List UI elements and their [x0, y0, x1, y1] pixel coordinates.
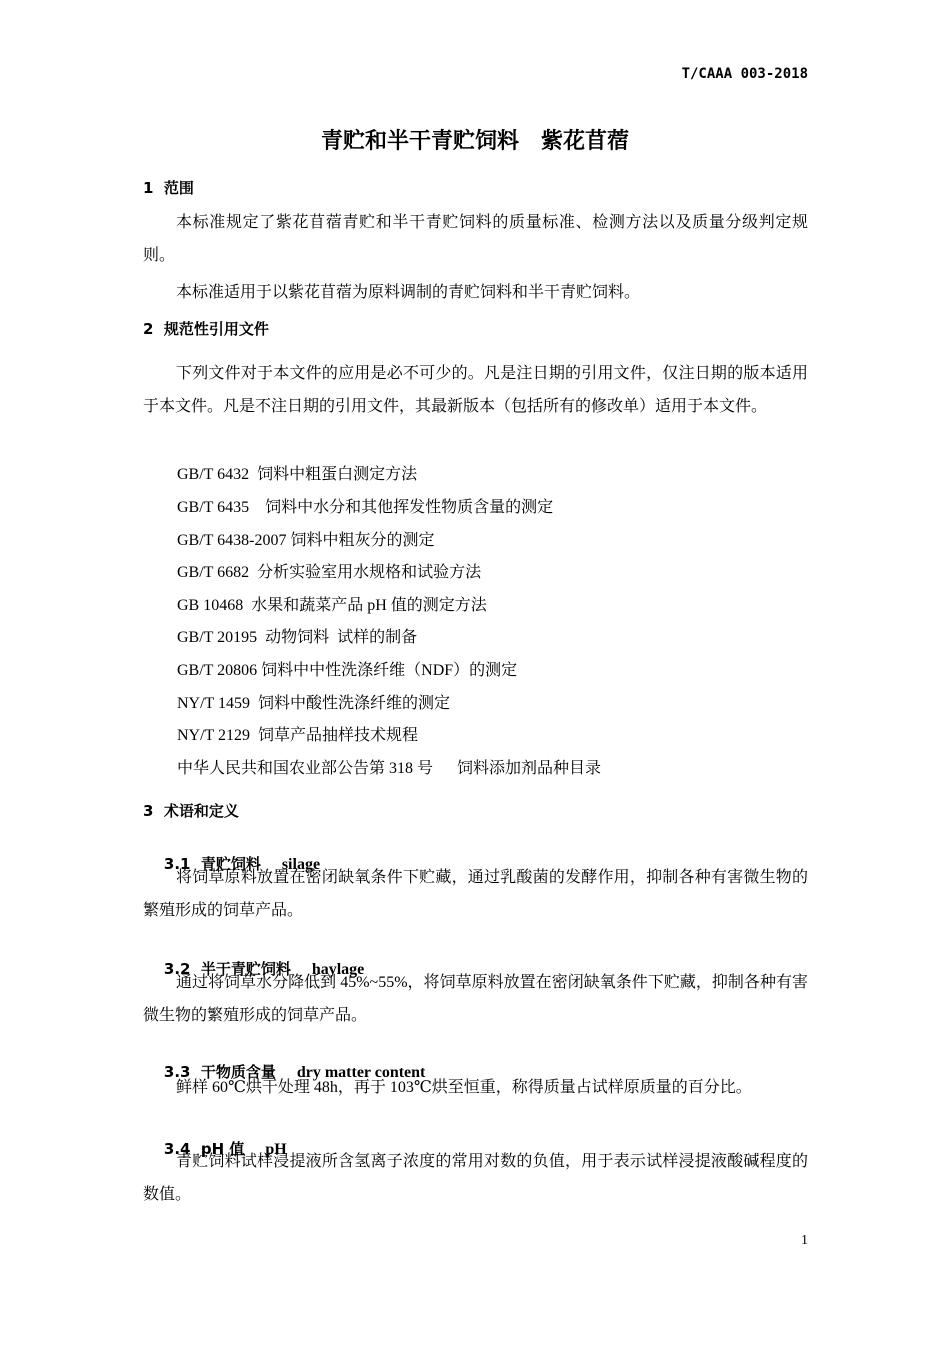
term-chinese: 青贮饲料: [200, 855, 261, 873]
page-number: 1: [801, 1233, 808, 1248]
document-title: 青贮和半干青贮饲料 紫花苜蓿: [320, 129, 629, 154]
reference-item: 中华人民共和国农业部公告第 318 号 饲料添加剂品种目录: [177, 760, 602, 777]
reference-item: GB 10468 水果和蔬菜产品 pH 值的测定方法: [177, 597, 487, 614]
term-english: haylage: [311, 961, 365, 978]
standard-code: T/CAAA 003-2018: [681, 66, 808, 82]
term-english: silage: [281, 856, 321, 873]
section-1-paragraph-1: 本标准规定了紫花苜蓿青贮和半干青贮饲料的质量标准、检测方法以及质量分级判定规则。: [143, 214, 808, 264]
term-chinese: 半干青贮饲料: [200, 960, 291, 978]
term-definition: 鲜样 60℃烘干处理 48h，再于 103℃烘至恒重，称得质量占试样原质量的百分比。: [176, 1079, 752, 1096]
term-number: 3.1: [163, 855, 191, 873]
section-1-paragraph-2: 本标准适用于以紫花苜蓿为原料调制的青贮饲料和半干青贮饲料。: [176, 284, 641, 301]
reference-item: GB/T 20806 饲料中中性洗涤纤维（NDF）的测定: [177, 662, 518, 679]
term-definition: 通过将饲草水分降低到 45%~55%，将饲草原料放置在密闭缺氧条件下贮藏，抑制各种有害微生物的繁殖形成的饲草产品。: [143, 974, 808, 1024]
term-number: 3.4: [163, 1140, 191, 1158]
reference-item: GB/T 6432 饲料中粗蛋白测定方法: [177, 466, 418, 483]
reference-item: GB/T 6435 饲料中水分和其他挥发性物质含量的测定: [177, 499, 554, 516]
section-2-heading: 2 规范性引用文件: [143, 320, 269, 338]
reference-item: NY/T 1459 饲料中酸性洗涤纤维的测定: [177, 695, 451, 712]
reference-item: NY/T 2129 饲草产品抽样技术规程: [177, 727, 419, 744]
term-definition: 将饲草原料放置在密闭缺氧条件下贮藏，通过乳酸菌的发酵作用，抑制各种有害微生物的繁殖形成的饲草产品。: [143, 869, 808, 919]
term-definition: 青贮饲料试样浸提液所含氢离子浓度的常用对数的负值，用于表示试样浸提液酸碱程度的数值。: [143, 1153, 808, 1203]
term-number: 3.2: [163, 960, 191, 978]
reference-item: GB/T 20195 动物饲料 试样的制备: [177, 629, 418, 646]
term-english: pH: [265, 1141, 287, 1158]
reference-item: GB/T 6682 分析实验室用水规格和试验方法: [177, 564, 482, 581]
reference-item: GB/T 6438-2007 饲料中粗灰分的测定: [177, 532, 435, 549]
term-chinese: pH 值: [200, 1140, 245, 1158]
section-3-heading: 3 术语和定义: [143, 802, 239, 820]
section-2-paragraph-1: 下列文件对于本文件的应用是必不可少的。凡是注日期的引用文件，仅注日期的版本适用于本文件。凡是不注日期的引用文件，其最新版本（包括所有的修改单）适用于本文件。: [143, 365, 808, 415]
section-1-heading: 1 范围: [143, 179, 194, 197]
term-chinese: 干物质含量: [200, 1063, 276, 1081]
term-english: dry matter content: [296, 1064, 426, 1081]
term-number: 3.3: [163, 1063, 191, 1081]
